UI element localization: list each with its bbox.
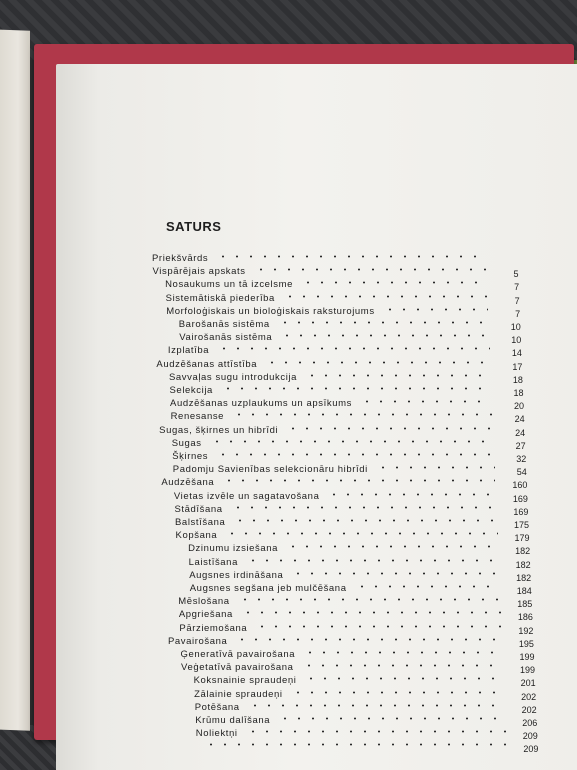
toc-page-number: 24 xyxy=(514,414,525,425)
toc-page-number: 7 xyxy=(514,295,520,306)
toc-entry xyxy=(152,252,520,266)
toc-page-number: 186 xyxy=(517,612,533,623)
toc-entry xyxy=(156,358,524,372)
toc-dot-leader xyxy=(221,387,492,390)
toc-entry-label: Vietas izvēle un sagatavošana xyxy=(173,490,320,502)
toc-entry xyxy=(175,516,531,530)
toc-dot-leader xyxy=(217,347,490,350)
toc-entry xyxy=(190,582,534,596)
toc-page-number: 18 xyxy=(512,374,523,385)
toc-entry xyxy=(194,688,538,702)
toc-page-number: 195 xyxy=(518,638,534,649)
toc-entry-label: Krūmu dalīšana xyxy=(195,715,271,726)
toc-entry xyxy=(171,410,527,424)
toc-page-number: 10 xyxy=(511,335,522,346)
toc-dot-leader xyxy=(231,506,497,509)
toc-entry-label: Padomju Savienības selekcionāru hibrīdi xyxy=(172,464,368,476)
toc-entry xyxy=(166,305,522,319)
toc-entry-label: Koksnainie spraudeņi xyxy=(193,675,297,687)
toc-entry-label: Izplatība xyxy=(167,345,210,357)
toc-entry xyxy=(170,397,526,411)
toc-page-number: 7 xyxy=(515,308,521,319)
toc-entry xyxy=(165,278,521,292)
toc-entry xyxy=(159,424,527,438)
toc-entry-label: Sugas xyxy=(171,437,202,449)
toc-dot-leader xyxy=(355,585,500,588)
toc-page-number: 160 xyxy=(512,480,528,491)
toc-entry xyxy=(179,608,535,622)
toc-dot-leader xyxy=(327,493,495,496)
toc-page-number: 169 xyxy=(513,506,529,517)
toc-dot-leader xyxy=(283,295,488,298)
toc-page-number: 18 xyxy=(513,388,524,398)
toc-dot-leader xyxy=(265,361,490,364)
toc-dot-leader xyxy=(254,268,487,271)
toc-entry-label: Morfoloģiskais un bioloģiskais raksturojums xyxy=(166,305,375,317)
toc-entry-label: Nosaukums un tā izcelsme xyxy=(165,279,294,291)
toc-entry xyxy=(178,595,534,609)
toc-entry-label: Audzēšana xyxy=(161,477,215,489)
toc-dot-leader xyxy=(216,453,494,456)
toc-page-number: 20 xyxy=(514,401,525,412)
toc-dot-leader xyxy=(286,427,493,430)
toc-entry xyxy=(196,727,540,741)
toc-page-number: 7 xyxy=(514,282,520,293)
toc-page-number: 17 xyxy=(512,361,523,372)
toc-entry-label: Barošanās sistēma xyxy=(178,319,270,330)
toc-dot-leader xyxy=(255,625,501,628)
toc-entry xyxy=(179,622,535,636)
toc-entry xyxy=(161,476,529,490)
toc-dot-leader xyxy=(238,598,501,601)
toc-entry xyxy=(189,569,533,583)
toc-entry xyxy=(169,371,525,385)
toc-page-number: 209 xyxy=(522,731,538,742)
toc-dot-leader xyxy=(222,479,495,482)
toc-entry-label: Priekšvārds xyxy=(152,253,209,264)
toc-entry-label: Selekcija xyxy=(169,385,213,396)
toc-entry-label: Sistemātiskā piederība xyxy=(165,292,275,304)
toc-page-number: 184 xyxy=(516,586,532,596)
toc-page-number: 54 xyxy=(516,467,527,478)
toc-page-number: 24 xyxy=(515,427,526,438)
toc-dot-leader xyxy=(210,440,494,443)
toc-page-number: 182 xyxy=(515,559,531,570)
toc-entry xyxy=(195,701,539,715)
toc-entry xyxy=(196,740,540,754)
toc-entry-label: Augsnes segšana jeb mulčēšana xyxy=(189,583,347,594)
toc-dot-leader xyxy=(383,308,489,311)
toc-entry xyxy=(172,437,528,451)
toc-dot-leader xyxy=(286,545,498,548)
book-cover xyxy=(34,44,574,755)
toc-dot-leader xyxy=(305,374,491,377)
toc-entry-label: Audzēšanas attīstība xyxy=(156,358,258,370)
toc-entry xyxy=(195,714,539,728)
toc-entry-label: Vairošanās sistēma xyxy=(179,332,273,344)
toc-page-number: 182 xyxy=(516,572,532,583)
toc-title: SATURS xyxy=(166,219,222,234)
toc-dot-leader xyxy=(233,519,497,522)
toc-page-number: 206 xyxy=(522,718,538,728)
toc-entry-label: Pārziemošana xyxy=(179,622,248,634)
toc-entry xyxy=(166,292,522,306)
table-of-contents xyxy=(56,64,577,770)
toc-entry xyxy=(179,331,523,345)
toc-dot-leader xyxy=(246,730,506,733)
toc-page-number: 182 xyxy=(515,546,531,557)
toc-page-number: 199 xyxy=(519,652,535,662)
toc-entry xyxy=(189,556,533,570)
toc-page-number: 179 xyxy=(514,533,530,544)
toc-entry-label: Savvaļas sugu introdukcija xyxy=(168,371,298,383)
toc-entry-label: Stādīšana xyxy=(174,503,223,515)
toc-entry-label: Potēšana xyxy=(194,701,240,713)
toc-entry-label: Šķirnes xyxy=(172,451,209,462)
toc-entry-label: Pavairošana xyxy=(167,635,228,647)
toc-dot-leader xyxy=(280,334,489,337)
toc-page-number: 185 xyxy=(517,599,533,610)
toc-page-number: 14 xyxy=(511,348,522,359)
toc-entry xyxy=(194,674,538,688)
toc-entry xyxy=(153,265,521,279)
toc-dot-leader xyxy=(278,321,489,324)
toc-page-number: 209 xyxy=(523,744,539,755)
toc-entry xyxy=(174,503,530,517)
toc-entry-label: Apgriešana xyxy=(178,609,233,621)
toc-page-number: 27 xyxy=(515,440,526,451)
toc-entry xyxy=(174,490,530,504)
toc-entry xyxy=(188,542,532,556)
toc-entry-label: Kopšana xyxy=(175,530,218,542)
toc-dot-leader xyxy=(304,677,503,680)
toc-page-number: 201 xyxy=(520,678,536,689)
toc-entry-label: Noliektņi xyxy=(195,728,238,740)
book-page xyxy=(56,64,577,770)
toc-entry-label: Renesanse xyxy=(170,411,225,423)
toc-page-number: 10 xyxy=(510,322,521,332)
toc-entry xyxy=(168,344,524,358)
toc-page-number: 169 xyxy=(512,493,528,504)
toc-page-number: 199 xyxy=(520,665,536,676)
toc-entry-label: Ģeneratīvā pavairošana xyxy=(180,649,296,660)
toc-page-number: 32 xyxy=(516,454,527,464)
toc-dot-leader xyxy=(232,413,493,416)
toc-dot-leader xyxy=(360,400,492,403)
toc-dot-leader xyxy=(291,691,505,694)
left-page-edge xyxy=(0,29,30,730)
toc-entry-label: Balstīšana xyxy=(175,517,226,528)
toc-entry-label: Augsnes irdināšana xyxy=(189,569,284,581)
toc-entry xyxy=(170,384,526,398)
toc-entry-label: Mēslošana xyxy=(178,596,230,608)
toc-entry xyxy=(181,661,537,675)
toc-page-number: 5 xyxy=(513,269,519,280)
toc-entry-label: Zālainie spraudeņi xyxy=(194,688,283,700)
toc-entry-label: Veģetatīvā pavairošana xyxy=(181,662,294,674)
toc-dot-leader xyxy=(376,466,495,469)
toc-dot-leader xyxy=(302,664,504,667)
toc-page-number: 202 xyxy=(521,691,537,702)
toc-dot-leader xyxy=(204,743,506,746)
toc-dot-leader xyxy=(241,611,501,614)
toc-entry-label: Vispārējais apskats xyxy=(152,266,246,278)
toc-entry xyxy=(172,450,528,464)
toc-dot-leader xyxy=(225,532,497,535)
toc-page-number: 202 xyxy=(521,704,537,715)
toc-dot-leader xyxy=(278,717,505,720)
toc-entry-label: Dzinumu izsiešana xyxy=(188,543,279,555)
toc-dot-leader xyxy=(303,651,502,654)
toc-dot-leader xyxy=(248,704,505,707)
toc-page-number: 175 xyxy=(513,520,529,530)
toc-entry-label: Sugas, šķirnes un hibrīdi xyxy=(159,424,279,436)
toc-entry-label: Audzēšanas uzplaukums un apsīkums xyxy=(170,398,352,410)
toc-page-number: 192 xyxy=(518,625,534,636)
toc-dot-leader xyxy=(301,281,487,284)
toc-entry xyxy=(179,318,523,332)
toc-entry xyxy=(181,648,537,662)
toc-entry-label: Laistīšana xyxy=(188,556,238,568)
toc-dot-leader xyxy=(216,255,486,258)
toc-dot-leader xyxy=(246,559,499,562)
toc-entry xyxy=(173,463,529,477)
toc-entry xyxy=(176,529,532,543)
toc-entry xyxy=(168,635,536,649)
toc-dot-leader xyxy=(235,638,502,641)
toc-dot-leader xyxy=(291,572,499,575)
